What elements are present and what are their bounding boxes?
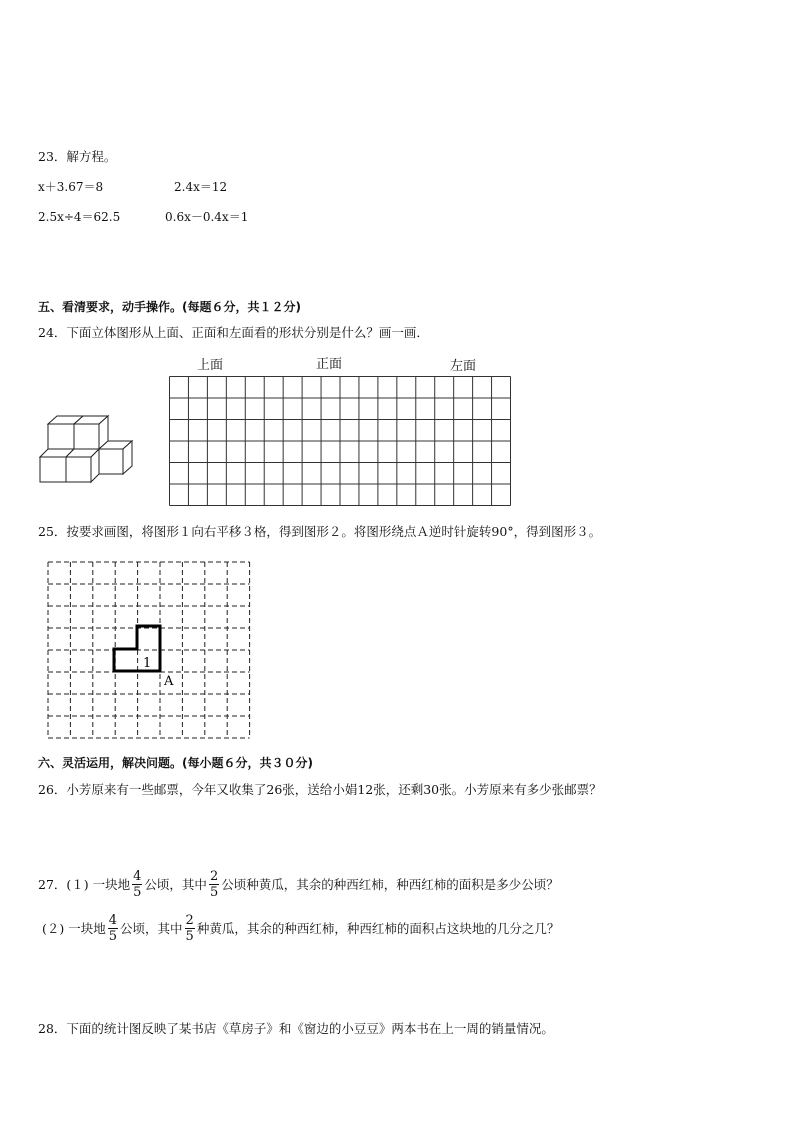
q27-p2-mid: 公顷，其中 [120,921,183,936]
fraction-numerator: 4 [108,912,118,928]
label-front-view: 正面 [316,357,343,372]
section-6-heading: 六、灵活运用，解决问题。(每小题６分，共３０分) [38,756,313,770]
q26-text: 26．小芳原来有一些邮票，今年又收集了26张，送给小娟12张，还剩30张。小芳原来有多少张邮票？ [38,782,602,797]
q27-p1-lead: 27．(１) 一块地 [38,877,131,892]
shape-1-outline [114,626,160,671]
section-5-heading: 五、看清要求，动手操作。(每题６分，共１２分) [38,300,301,314]
q27-p2-tail: 种黄瓜，其余的种西红柿，种西红柿的面积占这块地的几分之几？ [196,921,560,936]
dashed-transform-grid [47,561,249,737]
fraction-numerator: 2 [209,868,219,884]
shape-1-label: 1 [143,656,152,671]
q28-text: 28．下面的统计图反映了某书店《草房子》和《窗边的小豆豆》两本书在上一周的销量情况。 [38,1021,554,1036]
drawing-grid [169,376,511,506]
fraction-numerator: 4 [133,868,142,884]
fraction-four-fifths [108,914,118,943]
equation-2: 2.4x＝12 [174,180,228,194]
fraction-denominator: 5 [133,884,142,900]
q27-p1-mid: 公顷，其中 [144,877,207,892]
fraction-denominator: 5 [108,928,118,944]
fraction-four-fifths [132,870,142,899]
cube-solid-figure [38,412,134,484]
q27-p2-lead: (２) 一块地 [42,921,106,936]
equation-1: x＋3.67＝8 [38,180,104,194]
label-top-view: 上面 [197,358,224,373]
fraction-numerator: 2 [185,912,194,928]
q25-text: 25．按要求画图，将图形１向右平移３格，得到图形２。将图形绕点Ａ逆时针旋转90°，得到图形３。 [38,524,602,539]
fraction-denominator: 5 [209,884,219,900]
equation-4: 0.6x－0.4x＝1 [165,210,249,224]
q27-part2 [42,908,559,948]
q23-title: 23．解方程。 [38,149,117,164]
label-left-view: 左面 [450,359,477,374]
point-a-label: A [164,674,174,689]
equation-3: 2.5x÷4＝62.5 [38,210,121,224]
q27-part1 [38,864,559,904]
q27-p1-tail: 公顷种黄瓜，其余的种西红柿，种西红柿的面积是多少公顷？ [221,877,559,892]
fraction-denominator: 5 [185,928,194,944]
fraction-two-fifths [209,870,219,899]
fraction-two-fifths [185,914,195,943]
q24-text: 24．下面立体图形从上面、正面和左面看的形状分别是什么？画一画． [38,325,429,340]
